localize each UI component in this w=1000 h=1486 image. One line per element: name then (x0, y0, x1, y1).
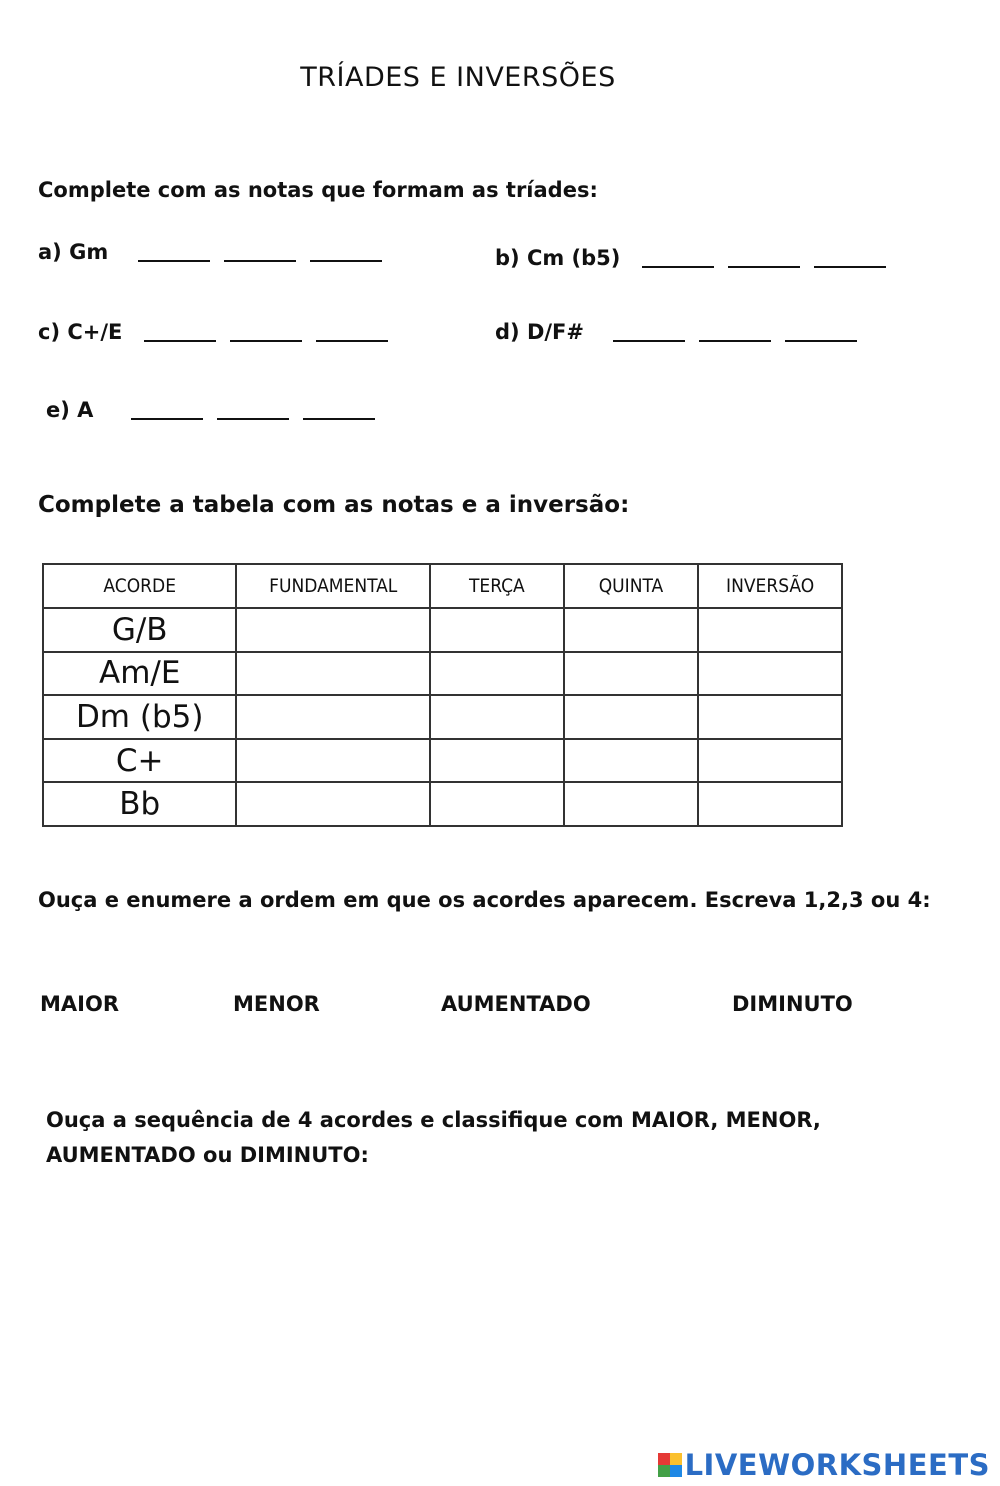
triad-item-label: d) D/F# (495, 320, 584, 344)
section4-line1: Ouça a sequência de 4 acordes e classifique com MAIOR, MENOR, (46, 1108, 821, 1132)
column-header-inversao: INVERSÃO (698, 564, 842, 608)
answer-cell[interactable] (564, 608, 699, 652)
answer-cell[interactable] (430, 652, 564, 696)
triad-item-a (38, 240, 382, 264)
answer-blank[interactable] (316, 340, 388, 342)
answer-cell[interactable] (430, 695, 564, 739)
section2-heading: Complete a tabela com as notas e a inversão: (38, 492, 630, 518)
column-header-acorde: ACORDE (43, 564, 236, 608)
answer-cell[interactable] (564, 652, 699, 696)
answer-cell[interactable] (698, 608, 842, 652)
answer-cell[interactable] (564, 695, 699, 739)
answer-cell[interactable] (236, 782, 430, 826)
answer-cell[interactable] (698, 695, 842, 739)
triad-item-label: a) Gm (38, 240, 109, 264)
answer-blank[interactable] (728, 266, 800, 268)
answer-blank[interactable] (217, 418, 289, 420)
table-row (43, 782, 842, 826)
answer-blank[interactable] (613, 340, 685, 342)
answer-cell[interactable] (698, 739, 842, 783)
answer-cell[interactable] (430, 608, 564, 652)
table-row (43, 695, 842, 739)
label-aumentado[interactable]: AUMENTADO (441, 992, 591, 1016)
answer-cell[interactable] (698, 782, 842, 826)
table-row (43, 608, 842, 652)
answer-blank[interactable] (699, 340, 771, 342)
section4-line2: AUMENTADO ou DIMINUTO: (46, 1143, 369, 1167)
answer-cell[interactable] (236, 739, 430, 783)
chord-cell: Dm (b5) (43, 695, 236, 739)
answer-cell[interactable] (236, 695, 430, 739)
brand-name: LIVEWORKSHEETS (684, 1448, 990, 1482)
chord-table (42, 563, 843, 827)
answer-blank[interactable] (303, 418, 375, 420)
answer-blank[interactable] (230, 340, 302, 342)
triad-item-d (495, 320, 857, 344)
answer-blank[interactable] (224, 260, 296, 262)
column-header-terca: TERÇA (430, 564, 564, 608)
section3-heading: Ouça e enumere a ordem em que os acordes aparecem. Escreva 1,2,3 ou 4: (38, 888, 931, 912)
answer-cell[interactable] (236, 608, 430, 652)
triad-item-label: c) C+/E (38, 320, 123, 344)
column-header-quinta: QUINTA (564, 564, 699, 608)
answer-cell[interactable] (564, 782, 699, 826)
answer-blank[interactable] (814, 266, 886, 268)
answer-blank[interactable] (310, 260, 382, 262)
chord-cell: C+ (43, 739, 236, 783)
chord-cell: Bb (43, 782, 236, 826)
answer-blank[interactable] (138, 260, 210, 262)
triad-item-e (46, 398, 375, 422)
answer-cell[interactable] (564, 739, 699, 783)
triad-item-b (495, 246, 886, 270)
column-header-fundamental: FUNDAMENTAL (236, 564, 430, 608)
answer-cell[interactable] (236, 652, 430, 696)
chord-cell: G/B (43, 608, 236, 652)
table-header-row (43, 564, 842, 608)
page-title: TRÍADES E INVERSÕES (300, 62, 616, 93)
answer-cell[interactable] (430, 782, 564, 826)
label-maior[interactable]: MAIOR (40, 992, 119, 1016)
answer-blank[interactable] (131, 418, 203, 420)
section4-instructions (46, 1103, 821, 1173)
table-row (43, 739, 842, 783)
label-diminuto[interactable]: DIMINUTO (732, 992, 853, 1016)
label-menor[interactable]: MENOR (233, 992, 320, 1016)
triad-item-c (38, 320, 388, 344)
answer-blank[interactable] (642, 266, 714, 268)
answer-cell[interactable] (430, 739, 564, 783)
section1-heading: Complete com as notas que formam as tríades: (38, 178, 598, 202)
triad-item-label: e) A (46, 398, 94, 422)
answer-blank[interactable] (144, 340, 216, 342)
liveworksheets-brand (658, 1448, 990, 1482)
answer-blank[interactable] (785, 340, 857, 342)
triad-item-label: b) Cm (b5) (495, 246, 621, 270)
chord-cell: Am/E (43, 652, 236, 696)
table-row (43, 652, 842, 696)
liveworksheets-logo-icon (658, 1453, 682, 1477)
answer-cell[interactable] (698, 652, 842, 696)
